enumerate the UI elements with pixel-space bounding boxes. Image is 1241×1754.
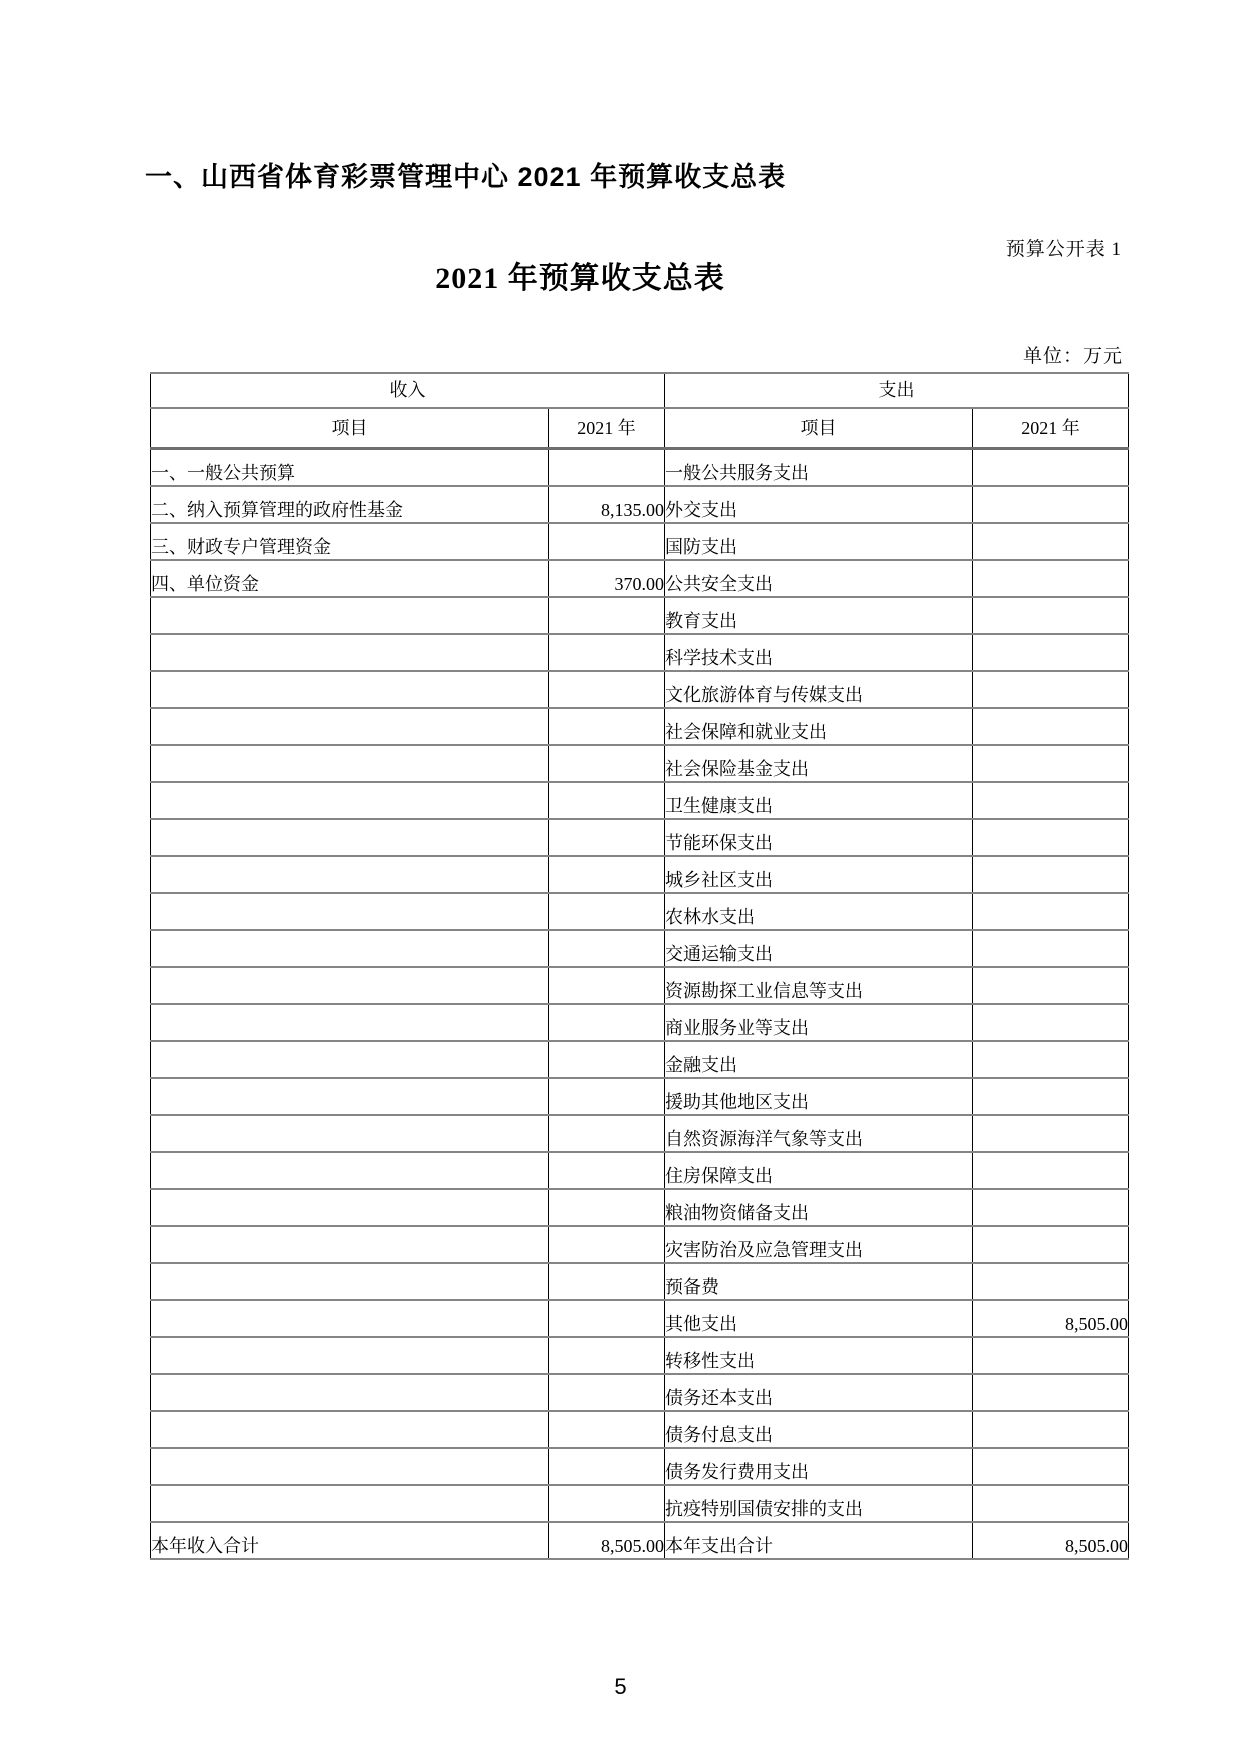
table-row: [151, 1004, 1129, 1041]
table-total-row: [151, 1522, 1129, 1559]
table-row: [151, 782, 1129, 819]
budget-table: [150, 372, 1129, 1560]
expense-item-cell: 卫生健康支出: [665, 782, 973, 819]
expense-group-header: 支出: [665, 373, 1129, 408]
expense-value-cell: [973, 1004, 1129, 1041]
table-column-header-row: [151, 408, 1129, 449]
expense-item-cell: 文化旅游体育与传媒支出: [665, 671, 973, 708]
expense-item-cell: 节能环保支出: [665, 819, 973, 856]
table-row: [151, 1300, 1129, 1337]
income-value-cell: [549, 1448, 665, 1485]
expense-value-cell: [973, 1374, 1129, 1411]
table-row: [151, 597, 1129, 634]
expense-item-cell: 交通运输支出: [665, 930, 973, 967]
income-item-cell: [151, 1411, 549, 1448]
expense-value-cell: [973, 782, 1129, 819]
table-row: [151, 449, 1129, 487]
expense-value-cell: [973, 967, 1129, 1004]
expense-value-cell: [973, 1411, 1129, 1448]
income-total-label-cell: 本年收入合计: [151, 1522, 549, 1559]
table-row: [151, 1448, 1129, 1485]
income-value-cell: [549, 1115, 665, 1152]
income-year-header: 2021 年: [549, 408, 665, 449]
expense-item-cell: 城乡社区支出: [665, 856, 973, 893]
expense-value-cell: [973, 856, 1129, 893]
table-label: 预算公开表 1: [1005, 239, 1122, 260]
table-row: [151, 1263, 1129, 1300]
expense-item-cell: 债务付息支出: [665, 1411, 973, 1448]
income-item-cell: [151, 856, 549, 893]
expense-value-cell: [973, 1226, 1129, 1263]
income-total-value-cell: 8,505.00: [549, 1522, 665, 1559]
expense-item-cell: 抗疫特别国债安排的支出: [665, 1485, 973, 1522]
income-item-cell: [151, 893, 549, 930]
table-row: [151, 1189, 1129, 1226]
income-item-cell: [151, 1337, 549, 1374]
page-title: 一、山西省体育彩票管理中心 2021 年预算收支总表: [145, 162, 787, 192]
table-row: [151, 523, 1129, 560]
page-number: 5: [614, 1674, 627, 1699]
table-row: [151, 930, 1129, 967]
table-row: [151, 1041, 1129, 1078]
expense-value-cell: [973, 1485, 1129, 1522]
expense-value-cell: [973, 523, 1129, 560]
expense-value-cell: [973, 930, 1129, 967]
income-value-cell: [549, 893, 665, 930]
expense-item-cell: 科学技术支出: [665, 634, 973, 671]
income-item-cell: 二、纳入预算管理的政府性基金: [151, 486, 549, 523]
income-item-cell: [151, 708, 549, 745]
expense-value-cell: [973, 671, 1129, 708]
income-value-cell: [549, 708, 665, 745]
income-value-cell: [549, 1411, 665, 1448]
expense-value-cell: 8,505.00: [973, 1300, 1129, 1337]
income-value-cell: [549, 634, 665, 671]
expense-item-cell: 预备费: [665, 1263, 973, 1300]
income-value-cell: 370.00: [549, 560, 665, 597]
expense-item-cell: 公共安全支出: [665, 560, 973, 597]
table-row: [151, 1411, 1129, 1448]
table-row: [151, 1374, 1129, 1411]
table-row: [151, 856, 1129, 893]
table-title: 2021 年预算收支总表: [435, 262, 725, 295]
expense-item-cell: 灾害防治及应急管理支出: [665, 1226, 973, 1263]
income-item-cell: [151, 1300, 549, 1337]
expense-item-cell: 金融支出: [665, 1041, 973, 1078]
income-item-cell: [151, 745, 549, 782]
income-item-cell: [151, 1189, 549, 1226]
expense-item-cell: 资源勘探工业信息等支出: [665, 967, 973, 1004]
table-row: [151, 560, 1129, 597]
expense-value-cell: [973, 1152, 1129, 1189]
income-value-cell: [549, 967, 665, 1004]
income-item-cell: [151, 597, 549, 634]
expense-item-header: 项目: [665, 408, 973, 449]
table-row: [151, 486, 1129, 523]
expense-item-cell: 国防支出: [665, 523, 973, 560]
income-group-header: 收入: [151, 373, 665, 408]
table-row: [151, 1226, 1129, 1263]
expense-value-cell: [973, 1448, 1129, 1485]
expense-item-cell: 债务发行费用支出: [665, 1448, 973, 1485]
expense-total-label-cell: 本年支出合计: [665, 1522, 973, 1559]
income-value-cell: [549, 1337, 665, 1374]
expense-item-cell: 自然资源海洋气象等支出: [665, 1115, 973, 1152]
expense-item-cell: 社会保障和就业支出: [665, 708, 973, 745]
income-value-cell: [549, 745, 665, 782]
income-item-cell: [151, 1004, 549, 1041]
income-value-cell: [549, 1189, 665, 1226]
expense-item-cell: 援助其他地区支出: [665, 1078, 973, 1115]
income-value-cell: [549, 671, 665, 708]
income-item-cell: [151, 930, 549, 967]
unit-note: 单位：万元: [1022, 346, 1123, 367]
expense-value-cell: [973, 597, 1129, 634]
expense-value-cell: [973, 1041, 1129, 1078]
expense-item-cell: 债务还本支出: [665, 1374, 973, 1411]
income-value-cell: [549, 597, 665, 634]
table-row: [151, 708, 1129, 745]
expense-item-cell: 粮油物资储备支出: [665, 1189, 973, 1226]
income-value-cell: [549, 1374, 665, 1411]
table-row: [151, 1115, 1129, 1152]
table-row: [151, 671, 1129, 708]
expense-value-cell: [973, 449, 1129, 487]
income-value-cell: [549, 819, 665, 856]
table-row: [151, 1152, 1129, 1189]
expense-item-cell: 转移性支出: [665, 1337, 973, 1374]
income-item-cell: 四、单位资金: [151, 560, 549, 597]
income-item-cell: [151, 1263, 549, 1300]
expense-value-cell: [973, 1189, 1129, 1226]
expense-value-cell: [973, 708, 1129, 745]
income-item-header: 项目: [151, 408, 549, 449]
expense-value-cell: [973, 1115, 1129, 1152]
expense-value-cell: [973, 893, 1129, 930]
expense-value-cell: [973, 745, 1129, 782]
expense-value-cell: [973, 1078, 1129, 1115]
expense-value-cell: [973, 1337, 1129, 1374]
table-row: [151, 1337, 1129, 1374]
income-item-cell: [151, 1078, 549, 1115]
income-item-cell: [151, 1115, 549, 1152]
income-item-cell: 一、一般公共预算: [151, 449, 549, 487]
expense-value-cell: [973, 560, 1129, 597]
income-value-cell: [549, 1004, 665, 1041]
income-item-cell: [151, 1374, 549, 1411]
income-item-cell: [151, 819, 549, 856]
income-value-cell: [549, 782, 665, 819]
expense-value-cell: [973, 819, 1129, 856]
income-value-cell: 8,135.00: [549, 486, 665, 523]
expense-item-cell: 农林水支出: [665, 893, 973, 930]
expense-item-cell: 商业服务业等支出: [665, 1004, 973, 1041]
expense-item-cell: 社会保险基金支出: [665, 745, 973, 782]
income-value-cell: [549, 856, 665, 893]
expense-item-cell: 其他支出: [665, 1300, 973, 1337]
income-value-cell: [549, 1263, 665, 1300]
income-item-cell: [151, 671, 549, 708]
income-item-cell: [151, 967, 549, 1004]
income-value-cell: [549, 1078, 665, 1115]
income-item-cell: 三、财政专户管理资金: [151, 523, 549, 560]
income-value-cell: [549, 1041, 665, 1078]
table-row: [151, 745, 1129, 782]
expense-total-value-cell: 8,505.00: [973, 1522, 1129, 1559]
expense-value-cell: [973, 634, 1129, 671]
expense-item-cell: 外交支出: [665, 486, 973, 523]
income-item-cell: [151, 1041, 549, 1078]
expense-year-header: 2021 年: [973, 408, 1129, 449]
table-row: [151, 819, 1129, 856]
income-item-cell: [151, 1448, 549, 1485]
income-value-cell: [549, 930, 665, 967]
income-value-cell: [549, 523, 665, 560]
expense-item-cell: 教育支出: [665, 597, 973, 634]
income-value-cell: [549, 1226, 665, 1263]
income-value-cell: [549, 1152, 665, 1189]
table-group-header-row: [151, 373, 1129, 408]
table-row: [151, 967, 1129, 1004]
expense-value-cell: [973, 486, 1129, 523]
table-row: [151, 1485, 1129, 1522]
income-item-cell: [151, 1485, 549, 1522]
expense-value-cell: [973, 1263, 1129, 1300]
table-row: [151, 893, 1129, 930]
income-item-cell: [151, 1152, 549, 1189]
income-value-cell: [549, 1485, 665, 1522]
table-row: [151, 634, 1129, 671]
income-item-cell: [151, 782, 549, 819]
income-value-cell: [549, 449, 665, 487]
expense-item-cell: 住房保障支出: [665, 1152, 973, 1189]
expense-item-cell: 一般公共服务支出: [665, 449, 973, 487]
income-value-cell: [549, 1300, 665, 1337]
table-row: [151, 1078, 1129, 1115]
income-item-cell: [151, 1226, 549, 1263]
income-item-cell: [151, 634, 549, 671]
